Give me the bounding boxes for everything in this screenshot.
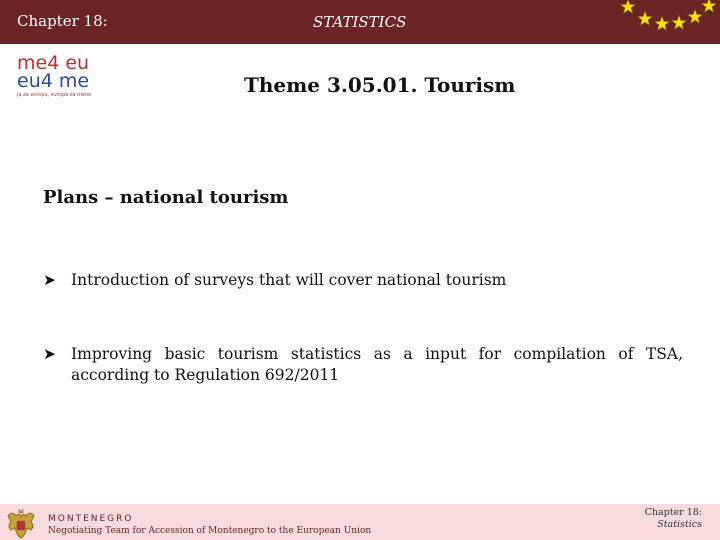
section-heading: Plans – national tourism [43, 187, 289, 208]
negotiating-team: Negotiating Team for Accession of Montenegro to the European Union [48, 526, 372, 536]
footer [0, 504, 720, 540]
bullet-text: Improving basic tourism statistics as a input for compilation of TSA, according to Regulation 692/2011 [71, 345, 683, 384]
footer-chapter-label: Chapter 18: [644, 507, 702, 518]
logo-line-2: eu4 me [17, 70, 90, 92]
bullet-text: Introduction of surveys that will cover national tourism [71, 271, 507, 289]
me4eu-logo [17, 54, 109, 100]
footer-chapter [582, 507, 702, 531]
theme-title: Theme 3.05.01. Tourism [244, 73, 516, 97]
statistics-title: STATISTICS [313, 13, 407, 31]
bullet-item [43, 344, 683, 390]
logo-line-1: me4 eu [17, 52, 90, 74]
bullet-item [43, 270, 683, 294]
country-name: MONTENEGRO [48, 514, 134, 524]
logo-tagline: ja za evropu, evropa za mene [17, 92, 92, 98]
footer-chapter-subtitle: Statistics [657, 519, 702, 530]
header-bar [0, 0, 720, 44]
arrow-bullet-icon: ➤ [43, 345, 56, 363]
coat-of-arms-icon [4, 508, 38, 540]
chapter-title: Chapter 18: [17, 12, 108, 30]
arrow-bullet-icon: ➤ [43, 271, 56, 289]
